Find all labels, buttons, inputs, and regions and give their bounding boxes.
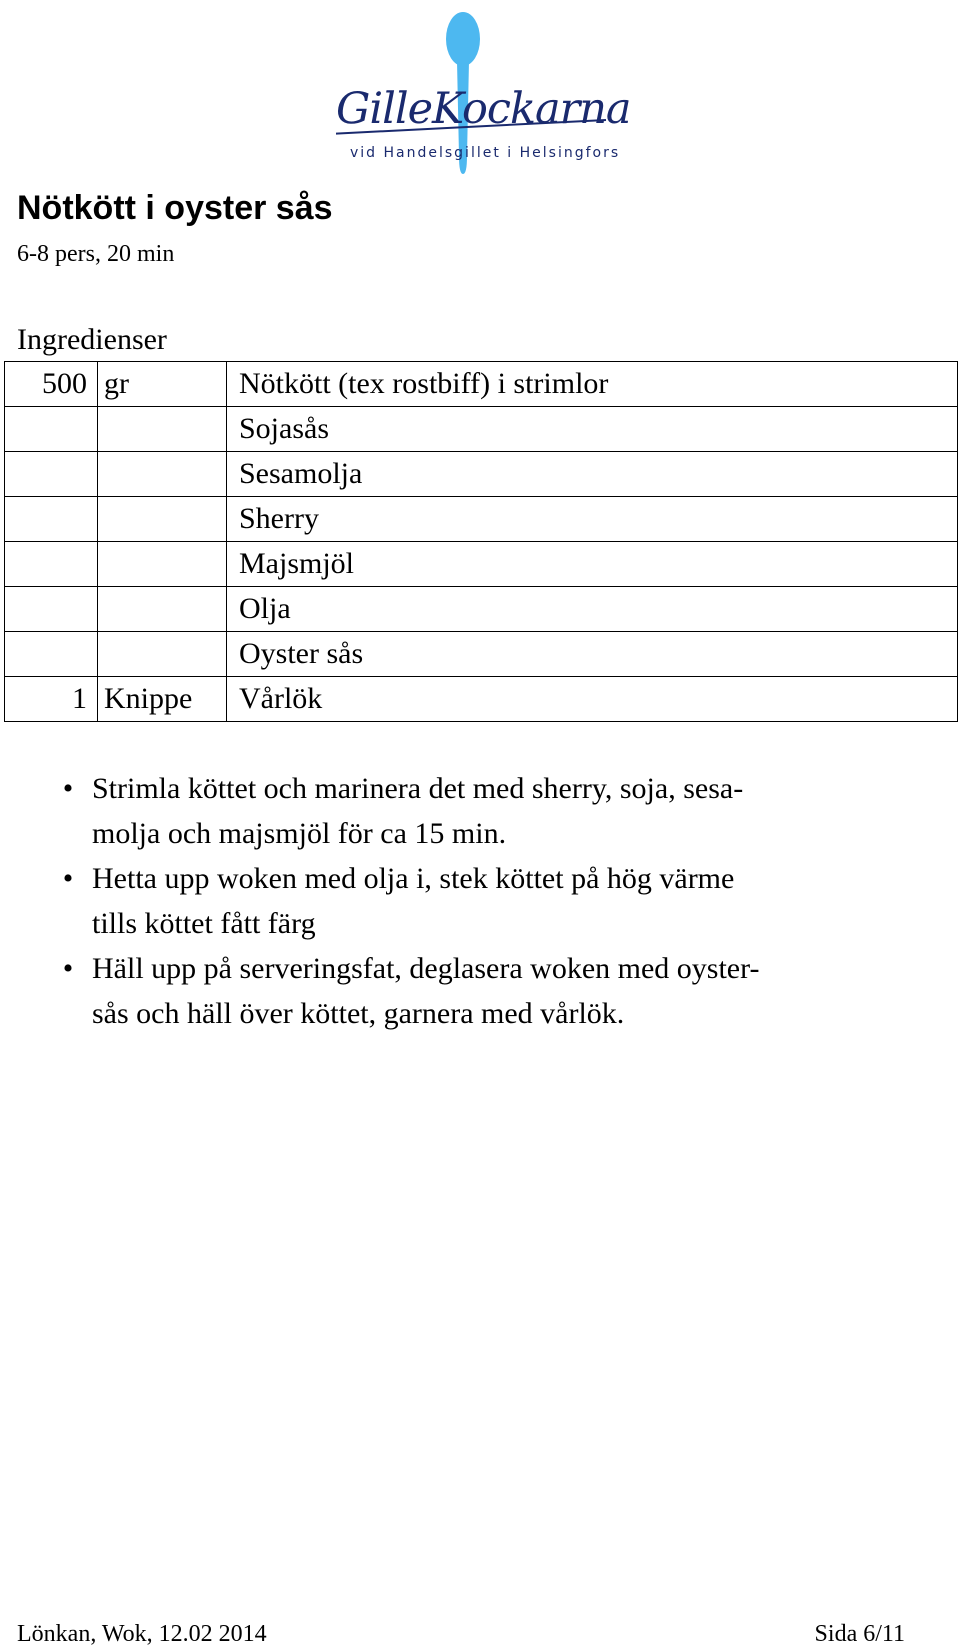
ingredient-unit bbox=[98, 542, 227, 587]
ingredient-row bbox=[5, 542, 958, 587]
instruction-line: molja och majsmjöl för ca 15 min. bbox=[92, 817, 507, 850]
footer-source-date: Lönkan, Wok, 12.02 2014 bbox=[17, 1621, 267, 1647]
ingredient-unit bbox=[98, 497, 227, 542]
bullet-icon: • bbox=[62, 772, 74, 805]
ingredient-amount bbox=[5, 452, 98, 497]
ingredient-row bbox=[5, 497, 958, 542]
ingredient-amount bbox=[5, 407, 98, 452]
ingredients-heading: Ingredienser bbox=[17, 323, 167, 356]
ingredient-name: Vårlök bbox=[227, 677, 958, 722]
ingredient-row bbox=[5, 632, 958, 677]
ingredient-row bbox=[5, 362, 958, 407]
instruction-line: Strimla köttet och marinera det med sherry, soja, sesa- bbox=[92, 772, 744, 805]
ingredient-amount bbox=[5, 542, 98, 587]
instructions-list bbox=[0, 766, 940, 1036]
ingredient-unit bbox=[98, 452, 227, 497]
instruction-step bbox=[0, 766, 940, 856]
ingredient-name: Sojasås bbox=[227, 407, 958, 452]
ingredient-unit bbox=[98, 407, 227, 452]
ingredient-amount bbox=[5, 632, 98, 677]
ingredient-name: Sherry bbox=[227, 497, 958, 542]
ingredient-amount bbox=[5, 587, 98, 632]
ingredient-unit bbox=[98, 587, 227, 632]
ingredient-amount: 500 bbox=[5, 362, 98, 407]
ingredient-row bbox=[5, 677, 958, 722]
instruction-line: Häll upp på serveringsfat, deglasera woken med oyster- bbox=[92, 952, 760, 985]
ingredient-unit: Knippe bbox=[98, 677, 227, 722]
bullet-icon: • bbox=[62, 952, 74, 985]
ingredient-amount: 1 bbox=[5, 677, 98, 722]
ingredient-unit: gr bbox=[98, 362, 227, 407]
ingredient-name: Nötkött (tex rostbiff) i strimlor bbox=[227, 362, 958, 407]
logo-wordmark: GilleKockarna bbox=[336, 84, 631, 134]
ingredient-name: Majsmjöl bbox=[227, 542, 958, 587]
instruction-line: tills köttet fått färg bbox=[92, 907, 316, 940]
ingredient-name: Olja bbox=[227, 587, 958, 632]
ingredient-row bbox=[5, 407, 958, 452]
ingredient-row bbox=[5, 452, 958, 497]
recipe-title: Nötkött i oyster sås bbox=[17, 189, 333, 227]
ingredient-name: Sesamolja bbox=[227, 452, 958, 497]
instruction-line: Hetta upp woken med olja i, stek köttet på hög värme bbox=[92, 862, 735, 895]
logo-tagline: vid Handelsgillet i Helsingfors bbox=[350, 145, 621, 161]
ingredient-row bbox=[5, 587, 958, 632]
servings-time: 6-8 pers, 20 min bbox=[17, 241, 175, 267]
ingredient-amount bbox=[5, 497, 98, 542]
footer-page-number: Sida 6/11 bbox=[814, 1621, 905, 1647]
instruction-step bbox=[0, 856, 940, 946]
instruction-step bbox=[0, 946, 940, 1036]
gillekockarna-logo bbox=[336, 6, 636, 186]
ingredient-unit bbox=[98, 632, 227, 677]
instruction-line: sås och häll över köttet, garnera med vårlök. bbox=[92, 997, 625, 1030]
ingredients-table bbox=[4, 361, 958, 722]
ingredient-name: Oyster sås bbox=[227, 632, 958, 677]
bullet-icon: • bbox=[62, 862, 74, 895]
